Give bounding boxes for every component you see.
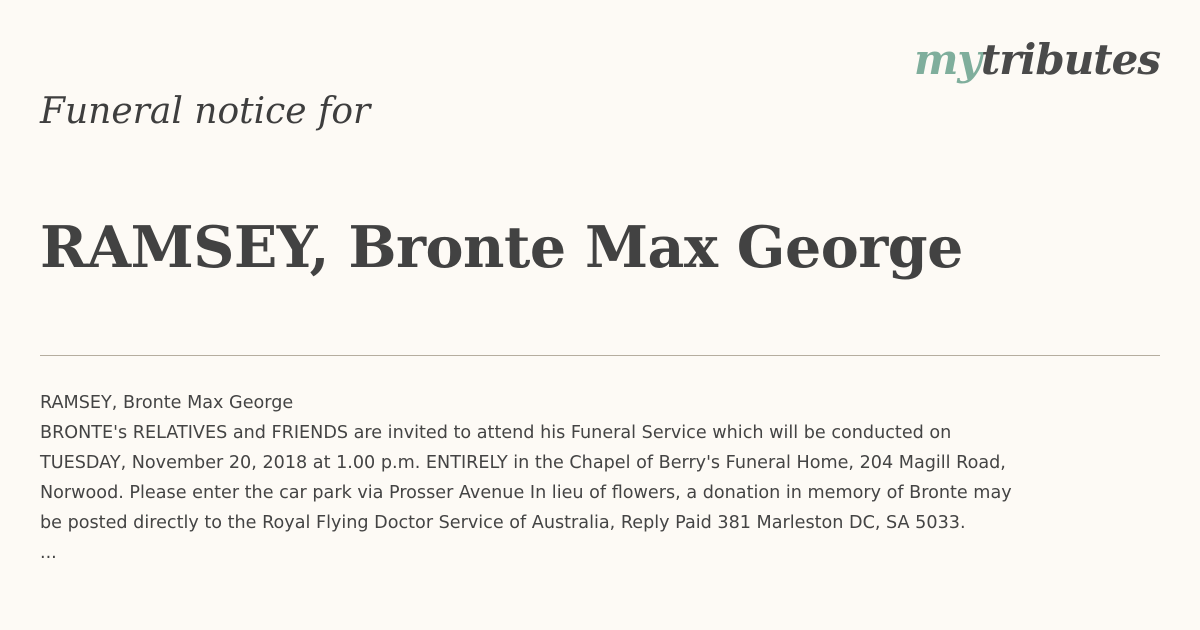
notice-line: be posted directly to the Royal Flying Doctor Service of Australia, Reply Paid 381 Marleston DC, SA 5033. bbox=[40, 513, 966, 533]
notice-ellipsis[interactable]: ... bbox=[40, 543, 57, 563]
section-divider bbox=[40, 355, 1160, 356]
logo-tributes-text: tributes bbox=[980, 35, 1160, 84]
notice-line: TUESDAY, November 20, 2018 at 1.00 p.m. ENTIRELY in the Chapel of Berry's Funeral Home, 204 Magill Road, bbox=[40, 453, 1006, 473]
logo-my-text: my bbox=[913, 35, 981, 84]
notice-line: BRONTE's RELATIVES and FRIENDS are invited to attend his Funeral Service which will be conducted on bbox=[40, 423, 952, 443]
mytributes-logo[interactable] bbox=[914, 36, 1160, 84]
notice-subtitle: Funeral notice for bbox=[40, 91, 371, 132]
notice-body bbox=[40, 388, 1150, 568]
notice-line-name: RAMSEY, Bronte Max George bbox=[40, 393, 294, 413]
notice-line: Norwood. Please enter the car park via Prosser Avenue In lieu of flowers, a donation in memory of Bronte may bbox=[40, 483, 1012, 503]
deceased-name-title: RAMSEY, Bronte Max George bbox=[40, 214, 963, 281]
